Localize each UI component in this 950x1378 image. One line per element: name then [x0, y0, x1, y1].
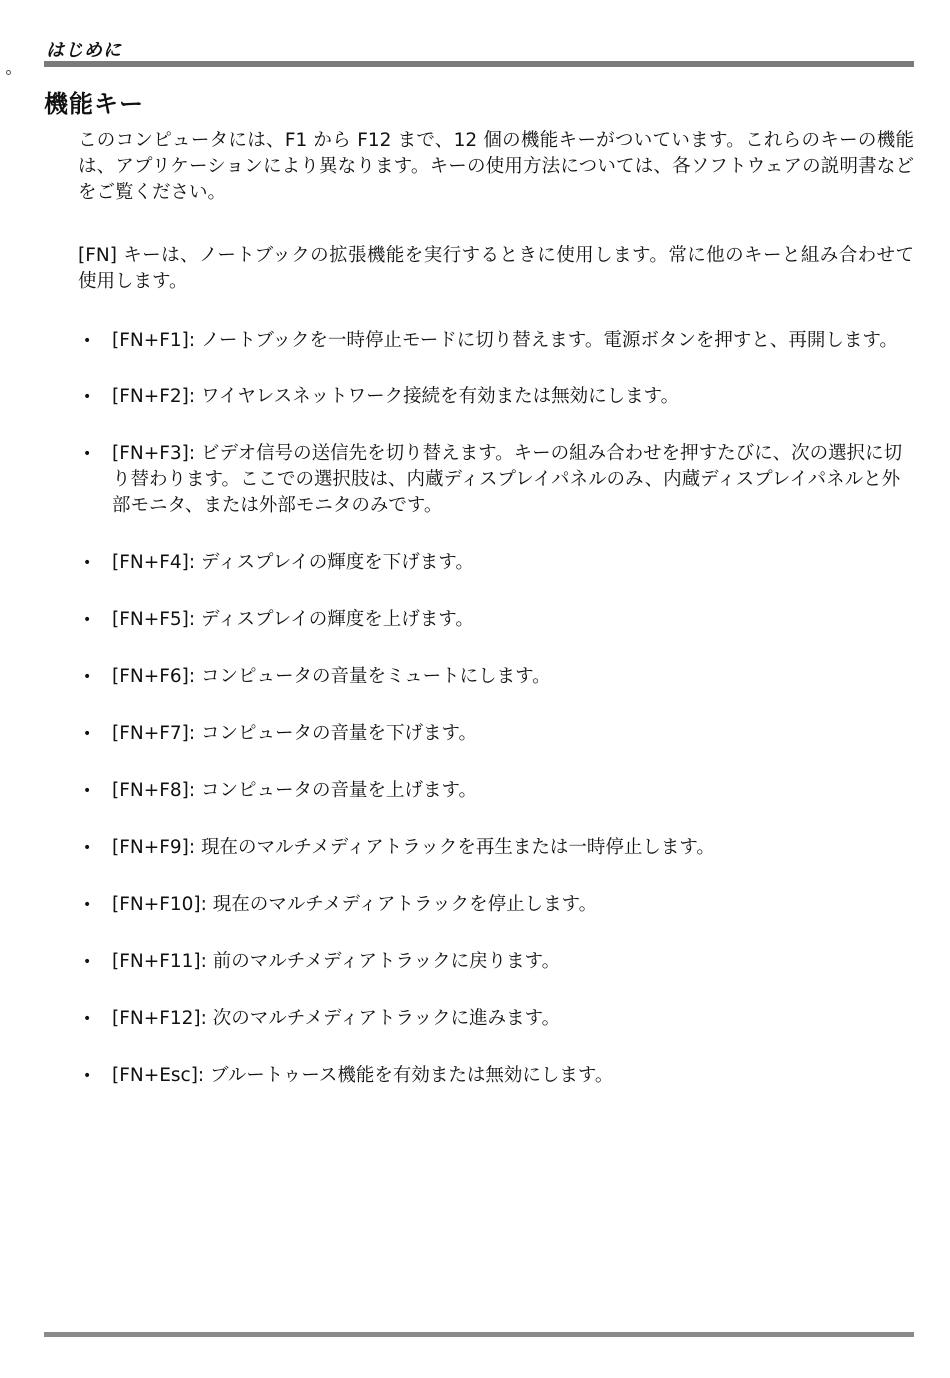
fn-key-paragraph: [FN] キーは、ノートブックの拡張機能を実行するときに使用します。常に他のキーと組み合わせて使用します。 [78, 245, 914, 292]
bullet-icon: • [83, 555, 92, 571]
section-header: はじめに [46, 40, 122, 61]
list-item [78, 384, 914, 410]
list-item-text: [FN+Esc]: ブルートゥース機能を有効または無効にします。 [112, 1065, 614, 1086]
list-item-text: [FN+F7]: コンピュータの音量を下げます。 [112, 723, 477, 744]
list-item-text: [FN+F10]: 現在のマルチメディアトラックを停止します。 [112, 894, 598, 915]
footer-rule [44, 1332, 914, 1337]
list-item-text: [FN+F9]: 現在のマルチメディアトラックを再生または一時停止します。 [112, 837, 715, 858]
list-item [78, 835, 914, 861]
list-item-text: [FN+F6]: コンピュータの音量をミュートにします。 [112, 666, 551, 687]
list-item-text: [FN+F12]: 次のマルチメディアトラックに進みます。 [112, 1008, 561, 1029]
intro-paragraph: このコンピュータには、F1 から F12 まで、12 個の機能キーがついています。これらのキーの機能は、アプリケーションにより異なります。キーの使用方法については、各ソフトウェアの説明書などをご覧ください。 [78, 130, 914, 203]
list-item-text: [FN+F11]: 前のマルチメディアトラックに戻ります。 [112, 951, 561, 972]
list-item [78, 721, 914, 747]
function-key-list [78, 328, 914, 1120]
list-item-text: [FN+F1]: ノートブックを一時停止モードに切り替えます。電源ボタンを押すと、再開します。 [112, 330, 898, 351]
bullet-icon: • [83, 669, 92, 685]
list-item [78, 607, 914, 633]
header-rule [44, 61, 914, 67]
list-item [78, 1063, 914, 1089]
bullet-icon: • [83, 1011, 92, 1027]
list-item [78, 1006, 914, 1032]
list-item-text: [FN+F2]: ワイヤレスネットワーク接続を有効または無効にします。 [112, 386, 680, 407]
bullet-icon: • [83, 840, 92, 856]
list-item [78, 441, 914, 519]
list-item-text: [FN+F3]: ビデオ信号の送信先を切り替えます。キーの組み合わせを押すたびに、次の選択に切り替わります。ここでの選択肢は、内蔵ディスプレイパネルのみ、内蔵ディスプレイパネルと外部モニタ、または外部モニタのみです。 [112, 443, 903, 516]
bullet-icon: • [83, 389, 92, 405]
bullet-icon: • [83, 333, 92, 349]
bullet-icon: • [83, 612, 92, 628]
list-item-text: [FN+F4]: ディスプレイの輝度を下げます。 [112, 552, 474, 573]
list-item [78, 892, 914, 918]
list-item-text: [FN+F5]: ディスプレイの輝度を上げます。 [112, 609, 474, 630]
page-title: 機能キー [44, 90, 144, 118]
bullet-icon: • [83, 1068, 92, 1084]
bullet-icon: • [83, 897, 92, 913]
list-item [78, 550, 914, 576]
list-item [78, 778, 914, 804]
margin-dot [6, 70, 11, 75]
list-item [78, 328, 914, 354]
list-item [78, 664, 914, 690]
list-item-text: [FN+F8]: コンピュータの音量を上げます。 [112, 780, 477, 801]
bullet-icon: • [83, 783, 92, 799]
bullet-icon: • [83, 446, 92, 462]
bullet-icon: • [83, 726, 92, 742]
bullet-icon: • [83, 954, 92, 970]
list-item [78, 949, 914, 975]
